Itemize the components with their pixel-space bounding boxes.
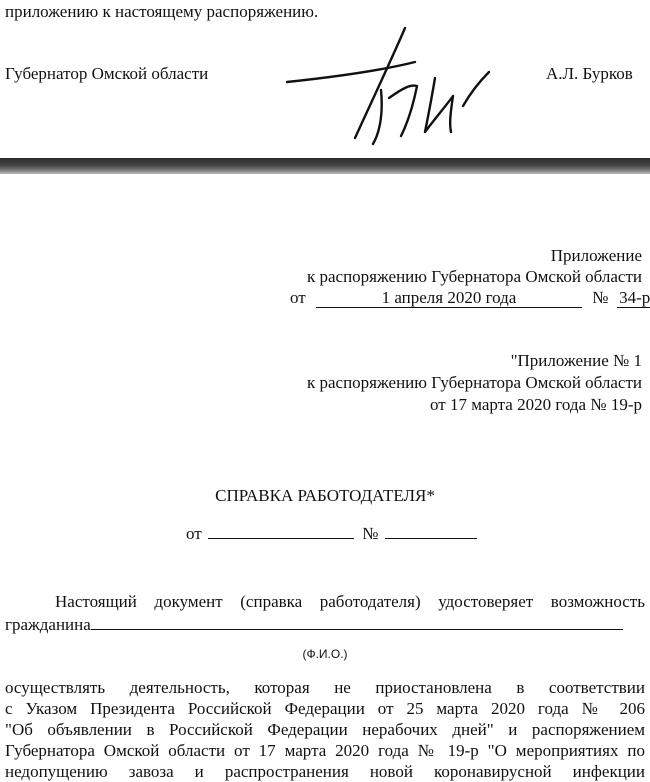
body-line: недопущению завоза и распространения новой коронавирусной инфекции xyxy=(5,762,645,781)
intro-text: Настоящий документ (справка работодателя) удостоверяет возможность xyxy=(55,592,645,611)
body-line: осуществлять деятельность, которая не приостановлена в соответствии xyxy=(5,678,645,697)
fio-caption: (Ф.И.О.) xyxy=(302,647,348,661)
form-from-label: от xyxy=(186,524,202,543)
body-line: с Указом Президента Российской Федерации от 25 марта 2020 года № 206 xyxy=(5,699,645,718)
signer-name: А.Л. Бурков xyxy=(546,64,633,83)
form-date-blank xyxy=(208,522,354,539)
form-number-blank xyxy=(385,522,477,539)
appendix-label: Приложение xyxy=(550,246,642,265)
appendix-order-line: к распоряжению Губернатора Омской области xyxy=(306,267,642,286)
citizen-label: гражданина xyxy=(5,615,91,634)
signer-title: Губернатор Омской области xyxy=(5,64,209,83)
citizen-name-blank xyxy=(91,613,623,630)
form-date-number-row xyxy=(186,522,477,544)
handwritten-signature xyxy=(285,26,515,150)
citizen-row xyxy=(5,613,623,635)
from-label: от xyxy=(290,288,306,307)
number-label: № xyxy=(592,288,609,307)
appendix-date-row xyxy=(290,288,650,308)
appendix-date: 1 апреля 2020 года xyxy=(316,289,582,308)
intro-line xyxy=(5,591,645,612)
body-text xyxy=(5,677,645,782)
prev-appendix-order-line: к распоряжению Губернатора Омской области xyxy=(306,373,642,392)
body-line: "Об объявлении в Российской Федерации нерабочих дней" и распоряжением xyxy=(5,720,645,739)
page-break-bar xyxy=(0,158,650,174)
form-title: СПРАВКА РАБОТОДАТЕЛЯ* xyxy=(215,486,435,505)
body-line: Губернатора Омской области от 17 марта 2020 года № 19-р "О мероприятиях по xyxy=(5,741,645,760)
prev-appendix-label: "Приложение № 1 xyxy=(510,351,642,370)
form-number-label: № xyxy=(362,524,379,543)
appendix-number: 34-р xyxy=(617,289,650,308)
top-text: приложению к настоящему распоряжению. xyxy=(5,2,319,21)
prev-appendix-date-line: от 17 марта 2020 года № 19-р xyxy=(430,395,642,414)
